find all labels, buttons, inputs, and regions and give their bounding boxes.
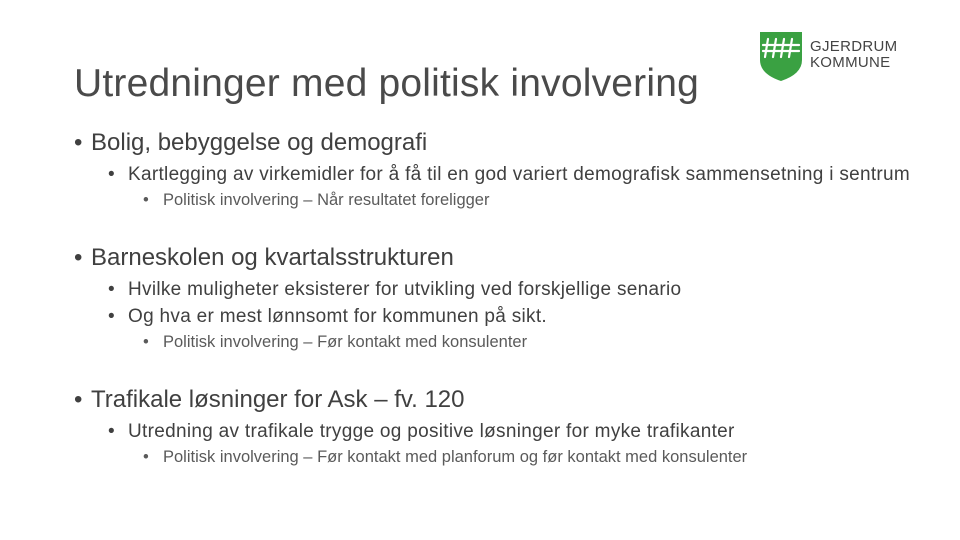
bullet-point: • Hvilke muligheter eksisterer for utvikling ved forskjellige senario	[108, 278, 944, 302]
section-heading: • Trafikale løsninger for Ask – fv. 120	[74, 385, 944, 414]
logo-line-2: KOMMUNE	[810, 54, 891, 71]
gjerdrum-kommune-logo	[758, 30, 897, 82]
section-heading: • Bolig, bebyggelse og demografi	[74, 128, 944, 157]
section-heading: • Barneskolen og kvartalsstrukturen	[74, 243, 944, 272]
slide-title: Utredninger med politisk involvering	[74, 62, 699, 105]
bullet-point: • Og hva er mest lønnsomt for kommunen på sikt.	[108, 305, 944, 329]
bullet-point: • Utredning av trafikale trygge og positive løsninger for myke trafikanter	[108, 420, 944, 444]
section-barneskolen	[74, 243, 944, 353]
involvement-note: • Politisk involvering – Før kontakt med konsulenter	[143, 332, 944, 353]
municipal-shield-icon	[758, 30, 804, 82]
section-bolig	[74, 128, 944, 211]
logo-line-1: GJERDRUM	[810, 38, 898, 55]
section-trafikale	[74, 385, 944, 468]
slide-body	[74, 128, 944, 500]
involvement-note: • Politisk involvering – Før kontakt med planforum og før kontakt med konsulenter	[143, 447, 944, 468]
involvement-note: • Politisk involvering – Når resultatet foreligger	[143, 190, 944, 211]
bullet-point: • Kartlegging av virkemidler for å få til en god variert demografisk sammensetning i sentrum	[108, 163, 944, 187]
